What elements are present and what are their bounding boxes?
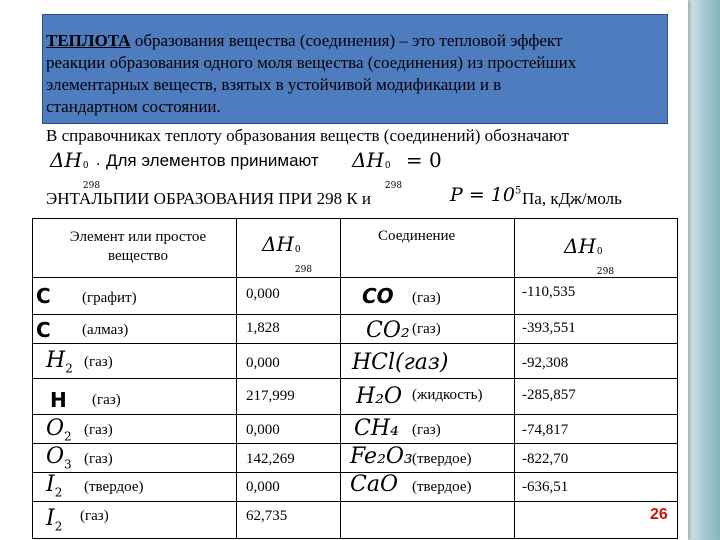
col-header-compound: Соединение (378, 228, 456, 244)
compound-state: (газ) (412, 290, 441, 306)
element-value: 0,000 (246, 422, 280, 438)
element-value: 62,735 (246, 508, 288, 524)
delta-h-zero: ΔH 0 298 = 0 (352, 148, 442, 191)
compound-formula: Fe₂O₃ (350, 444, 413, 469)
element-formula: $I_2$ (46, 506, 63, 534)
compound-formula: CaO (350, 472, 398, 497)
definition-line-1-rest: образования вещества (соединения) – это тепловой эффект (130, 31, 563, 50)
compound-formula: CO₂ (366, 318, 410, 343)
dots: . (96, 152, 101, 169)
element-formula: C (36, 284, 51, 308)
element-formula: $H_2$ (46, 348, 73, 376)
element-state: (газ) (92, 392, 121, 408)
compound-value: -74,817 (522, 422, 569, 438)
compound-value: -110,535 (522, 284, 576, 300)
reference-line: В справочниках теплоту образования веществ (соединений) обозначают (46, 126, 569, 145)
compound-value: -92,308 (522, 355, 569, 371)
element-value: 217,999 (246, 388, 295, 404)
element-formula: $O_3$ (46, 444, 72, 472)
definition-line-1 (46, 30, 562, 51)
elements-note-text: Для элементов принимают (106, 151, 319, 170)
element-value: 142,269 (246, 451, 295, 467)
compound-state: (газ) (412, 422, 441, 438)
definition-line-3: элементарных веществ, взятых в устойчивой модификации и в (46, 75, 502, 94)
compound-value: -285,857 (522, 387, 576, 403)
compound-value: -636,51 (522, 479, 569, 495)
element-value: 1,828 (246, 320, 280, 336)
element-formula: $O_2$ (46, 416, 72, 444)
element-state: (газ) (84, 422, 113, 438)
compound-state: (твердое) (412, 479, 472, 495)
definition-line-2: реакции образования одного моля вещества (соединения) из простейших (46, 53, 577, 72)
element-formula: H (50, 388, 67, 412)
element-value: 0,000 (246, 286, 280, 302)
col-header-dh-left: ΔH 0 298 (262, 232, 313, 275)
compound-formula: CH₄ (354, 416, 399, 441)
compound-state: (жидкость) (412, 387, 483, 403)
compound-formula: H₂O (356, 384, 403, 409)
pressure-formula: $P = 10^5$ (450, 184, 522, 206)
compound-state: (газ) (412, 321, 441, 337)
col-header-dh-right: ΔH 0 298 (564, 234, 615, 277)
compound-state: (твердое) (412, 451, 472, 467)
element-formula: C (36, 318, 51, 342)
element-state: (газ) (84, 354, 113, 370)
element-value: 0,000 (246, 479, 280, 495)
element-value: 0,000 (246, 355, 280, 371)
element-formula: $I_2$ (46, 472, 63, 500)
delta-h-symbol: ΔH 0 298 (50, 148, 101, 191)
compound-value: -393,551 (522, 320, 576, 336)
compound-value: -822,70 (522, 451, 569, 467)
col-header-element: Элемент или простое вещество (69, 229, 207, 264)
definition-term: ТЕПЛОТА (46, 31, 131, 50)
element-state: (газ) (80, 508, 109, 524)
element-state: (графит) (82, 290, 137, 306)
compound-formula: CO (362, 284, 394, 308)
compound-formula: HCl(газ) (352, 350, 449, 375)
page-number: 26 (650, 506, 668, 523)
units-label: Па, кДж/моль (522, 189, 622, 208)
element-state: (твердое) (84, 479, 144, 495)
element-state: (алмаз) (82, 322, 129, 338)
element-state: (газ) (84, 451, 113, 467)
decorative-side-bar (688, 0, 720, 540)
enthalpy-header: ЭНТАЛЬПИИ ОБРАЗОВАНИЯ ПРИ 298 К и (46, 189, 372, 208)
definition-line-4: стандартном состоянии. (46, 97, 221, 116)
